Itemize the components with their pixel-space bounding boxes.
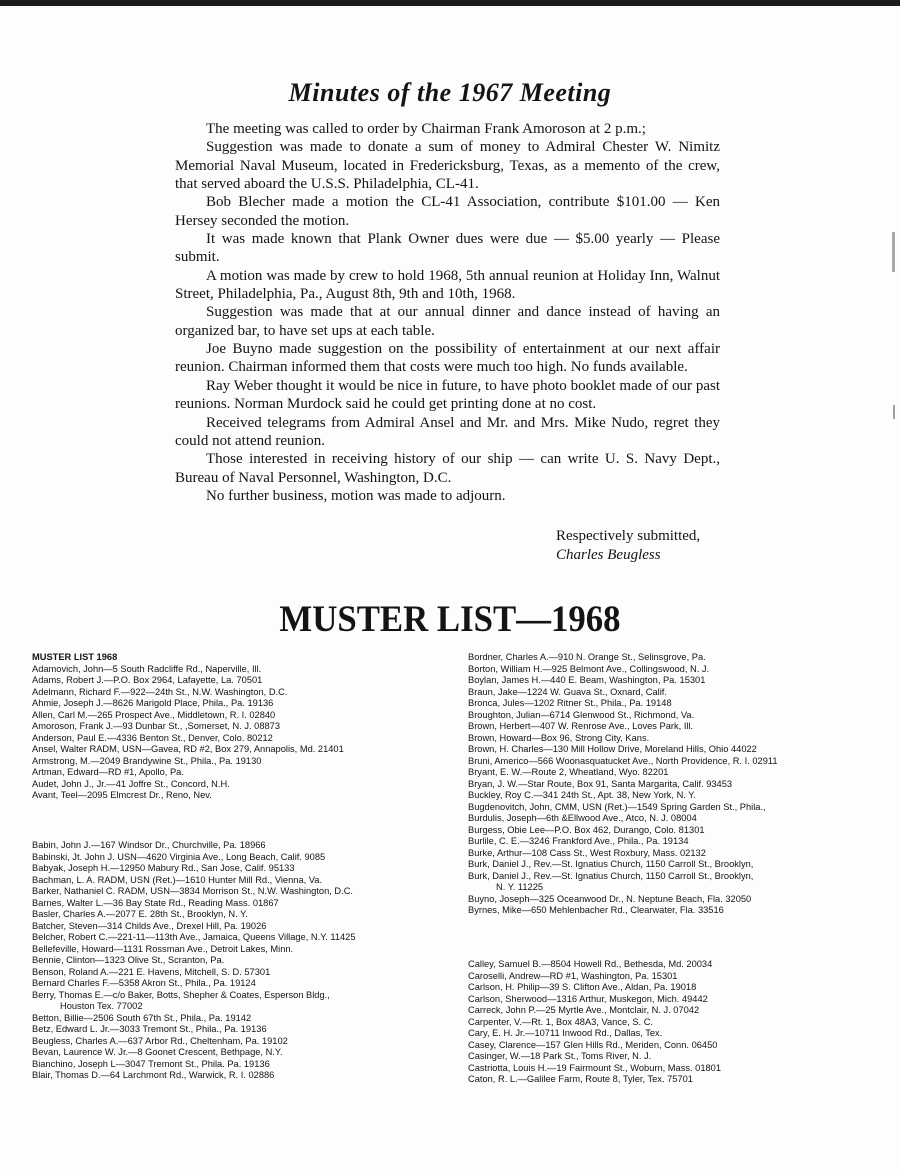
muster-entry: Byrnes, Mike—650 Mehlenbacher Rd., Clearwater, Fla. 33516 [468,905,724,915]
muster-entry: Berry, Thomas E.—c/o Baker, Botts, Shepher & Coates, Esperson Bldg., [32,989,330,1000]
muster-entry: Avant, Teel—2095 Elmcrest Dr., Reno, Nev. [32,790,212,800]
muster-entry: Bordner, Charles A.—910 N. Orange St., Selinsgrove, Pa. [468,652,706,662]
muster-list-title: MUSTER LIST—1968 [279,599,621,640]
muster-entry: Ansel, Walter RADM, USN—Gavea, RD #2, Box 279, Annapolis, Md. 21401 [32,744,344,754]
muster-entry: Batcher, Steven—314 Childs Ave., Drexel Hill, Pa. 19026 [32,920,267,931]
muster-entry: Bruni, Americo—566 Woonasquatucket Ave., North Providence, R. I. 02911 [468,755,778,766]
minutes-paragraph: It was made known that Plank Owner dues were due — $5.00 yearly — Please submit. [175,231,720,266]
muster-entry: Carreck, John P.—25 Myrtle Ave., Montclair, N. J. 07042 [468,1005,700,1015]
muster-entry: Buyno, Joseph—325 Oceanwood Dr., N. Neptune Beach, Fla. 32050 [468,893,752,904]
minutes-paragraph: A motion was made by crew to hold 1968, 5th annual reunion at Holiday Inn, Walnut Street, Philadelphia, Pa., August 8th, 9th and 10th, 1968. [175,267,720,303]
minutes-paragraph: Those interested in receiving history of our ship — can write U. S. Navy Dept., Bureau of Naval Personnel, Washington, D.C. [175,451,720,486]
muster-column-left-b [32,840,452,1082]
minutes-paragraph: The meeting was called to order by Chairman Frank Amoroson at 2 p.m.; [206,121,646,137]
muster-column-left-a [32,652,452,802]
muster-entries [468,652,888,917]
muster-entry: Burk, Daniel J., Rev.—St. Ignatius Church, 1150 Carroll St., Brooklyn, [468,859,754,869]
muster-entry: Bryan, J. W.—Star Route, Box 91, Santa Margarita, Calif. 93453 [468,778,733,789]
muster-entry: Buckley, Roy C.—341 24th St., Apt. 38, New York, N. Y. [468,790,696,800]
minutes-title: Minutes of the 1967 Meeting [288,78,612,107]
muster-entry: Babin, John J.—167 Windsor Dr., Churchville, Pa. 18966 [32,840,266,850]
muster-entry: Broughton, Julian—6714 Glenwood St., Richmond, Va. [468,709,695,720]
muster-entry: Castriotta, Louis H.—19 Fairmount St., Woburn, Mass. 01801 [468,1062,722,1073]
muster-entry: Adamovich, John—5 South Radcliffe Rd., Naperville, Ill. [32,663,262,674]
muster-entry: Barker, Nathaniel C. RADM, USN—3834 Morrison St., N.W. Washington, D.C. [32,886,354,896]
muster-entry: Cary, E. H. Jr.—10711 Inwood Rd., Dallas, Tex. [468,1028,663,1038]
muster-entry: Brown, H. Charles—130 Mill Hollow Drive, Moreland Hills, Ohio 44022 [468,744,757,754]
muster-entry: Audet, John J., Jr.—41 Joffre St., Concord, N.H. [32,778,230,789]
muster-entry: Burgess, Obie Lee—P.O. Box 462, Durango, Colo. 81301 [468,824,705,835]
muster-entry: Caton, R. L.—Galilee Farm, Route 8, Tyler, Tex. 75701 [468,1074,693,1084]
muster-entry: Bachman, L. A. RADM, USN (Ret.)—1610 Hunter Mill Rd., Vienna, Va. [32,874,323,885]
muster-entry: Betz, Edward L. Jr.—3033 Tremont St., Phila., Pa. 19136 [32,1024,267,1034]
muster-entry: Boylan, James H.—440 E. Beam, Washington, Pa. 15301 [468,675,706,685]
muster-entry: Bronca, Jules—1202 Ritner St., Phila., Pa. 19148 [468,698,672,708]
muster-entry: Casey, Clarence—157 Glen Hills Rd., Meriden, Conn. 06450 [468,1039,718,1050]
muster-entry: Caroselli, Andrew—RD #1, Washington, Pa. 15301 [468,970,678,981]
muster-entry: Babinski, Jt. John J. USN—4620 Virginia Ave., Long Beach, Calif. 9085 [32,851,326,862]
muster-entry: Casinger, W.—18 Park St., Toms River, N. J. [468,1051,652,1061]
muster-column-right-a [468,652,888,917]
muster-entry: Amoroson, Frank J.—93 Dunbar St., ,Somerset, N. J. 08873 [32,721,281,731]
muster-entry: Babyak, Joseph H.—12950 Mabury Rd., San Jose, Calif. 95133 [32,863,295,873]
closing-line: Respectively submitted, [556,528,701,544]
muster-entry: Carpenter, V.—Rt. 1, Box 48A3, Vance, S. C. [468,1016,654,1027]
muster-entry: Betton, Billie—2506 South 67th St., Phila., Pa. 19142 [32,1012,252,1023]
muster-entry: Armstrong, M.—2049 Brandywine St., Phila., Pa. 19130 [32,755,262,766]
muster-column-right-b [468,959,888,1086]
muster-entry: Burlile, C. E.—3246 Frankford Ave., Phila., Pa. 19134 [468,836,689,846]
muster-entry: Bernard Charles F.—5358 Akron St., Phila., Pa. 19124 [32,978,256,988]
muster-entry: Barnes, Walter L.—36 Bay State Rd., Reading Mass. 01867 [32,897,279,908]
minutes-body [175,120,720,505]
muster-entry: Carlson, Sherwood—1316 Arthur, Muskegon, Mich. 49442 [468,993,708,1004]
muster-entry: Beugless, Charles A.—637 Arbor Rd., Cheltenham, Pa. 19102 [32,1035,288,1046]
muster-entry: N. Y. 11225 [496,882,544,892]
muster-entry: Houston Tex. 77002 [60,1001,143,1011]
muster-entry: Burke, Arthur—108 Cass St., West Roxbury, Mass. 02132 [468,847,706,858]
signature-name: Charles Beugless [556,546,661,563]
minutes-paragraph: Suggestion was made that at our annual dinner and dance instead of having an organized bar, to have set ups at each table. [175,304,720,339]
muster-entry: Burk, Daniel J., Rev.—St. Ignatius Church, 1150 Carroll St., Brooklyn, [468,870,754,881]
muster-entry: Brown, Howard—Box 96, Strong City, Kans. [468,732,650,743]
muster-entry: Brown, Herbert—407 W. Renrose Ave., Loves Park, Ill. [468,721,694,731]
minutes-paragraph: No further business, motion was made to adjourn. [206,487,506,504]
muster-entry: Artman, Edward—RD #1, Apollo, Pa. [32,767,184,777]
minutes-paragraph: Bob Blecher made a motion the CL-41 Association, contribute $101.00 — Ken Hersey seconded the motion. [175,194,720,229]
muster-entry: Anderson, Paul E.—4336 Benton St., Denver, Colo. 80212 [32,732,273,743]
muster-entry: Carlson, H. Philip—39 S. Clifton Ave., Aldan, Pa. 19018 [468,982,697,992]
muster-entry: Bevan, Laurence W. Jr.—8 Goonet Crescent, Bethpage, N.Y. [32,1047,283,1057]
muster-entry: Bianchino, Joseph L—3047 Tremont St., Phila. Pa. 19136 [32,1058,270,1069]
muster-entry: Bryant, E. W.—Route 2, Wheatland, Wyo. 82201 [468,767,669,777]
top-border-rule [0,0,900,6]
minutes-paragraph: Suggestion was made to donate a sum of money to Admiral Chester W. Nimitz Memorial Naval Museum, located in Fredericksburg, Texas, as a memento of the crew, that served aboard the U.S.S. Philadelphia, CL-41. [175,139,720,193]
minutes-paragraph: Joe Buyno made suggestion on the possibility of entertainment at our next affair reunion. Chairman informed them that costs were much too high. No funds available. [175,341,720,376]
muster-entry: Basler, Charles A.—2077 E. 28th St., Brooklyn, N. Y. [32,909,248,919]
minutes-paragraph: Ray Weber thought it would be nice in future, to have photo booklet made of our past reunions. Norman Murdock said he could get printing done at no cost. [175,377,720,413]
minutes-paragraph: Received telegrams from Admiral Ansel and Mr. and Mrs. Mike Nudo, regret they could not attend reunion. [175,414,720,449]
muster-entry: Bennie, Clinton—1323 Olive St., Scranton, Pa. [32,955,225,965]
muster-entry: Borton, William H.—925 Belmont Ave., Collingswood, N. J. [468,663,710,674]
muster-entry: Braun, Jake—1224 W. Guava St., Oxnard, Calif. [468,686,667,697]
muster-entry: Bellefeville, Howard—1131 Rossman Ave., Detroit Lakes, Minn. [32,943,294,954]
muster-entry: Ahmie, Joseph J.—8626 Marigold Place, Phila., Pa. 19136 [32,698,274,708]
margin-mark [893,405,895,419]
muster-entries [468,959,888,1086]
muster-entry: Blair, Thomas D.—64 Larchmont Rd., Warwick, R. I. 02886 [32,1070,275,1080]
muster-entry: Calley, Samuel B.—8504 Howell Rd., Bethesda, Md. 20034 [468,959,713,969]
muster-entry: Bugdenovitch, John, CMM, USN (Ret.)—1549 Spring Garden St., Phila., [468,801,766,812]
muster-entry: Benson, Roland A.—221 E. Havens, Mitchell, S. D. 57301 [32,966,271,977]
muster-entries [32,664,452,802]
muster-entry: Belcher, Robert C.—221-11—113th Ave., Jamaica, Queens Village, N.Y. 11425 [32,932,356,942]
muster-entry: Burdulis, Joseph—6th &Ellwood Ave., Atco, N. J. 08004 [468,813,697,823]
muster-entries [32,840,452,1082]
muster-entry: Allen, Carl M.—265 Prospect Ave., Middletown, R. I. 02840 [32,709,276,720]
muster-entry: Adams, Robert J.—P.O. Box 2964, Lafayette, La. 70501 [32,675,263,685]
muster-subhead: MUSTER LIST 1968 [32,652,118,662]
muster-entry: Adelmann, Richard F.—922—24th St., N.W. Washington, D.C. [32,686,288,697]
margin-mark [892,232,895,272]
signoff [556,527,756,564]
